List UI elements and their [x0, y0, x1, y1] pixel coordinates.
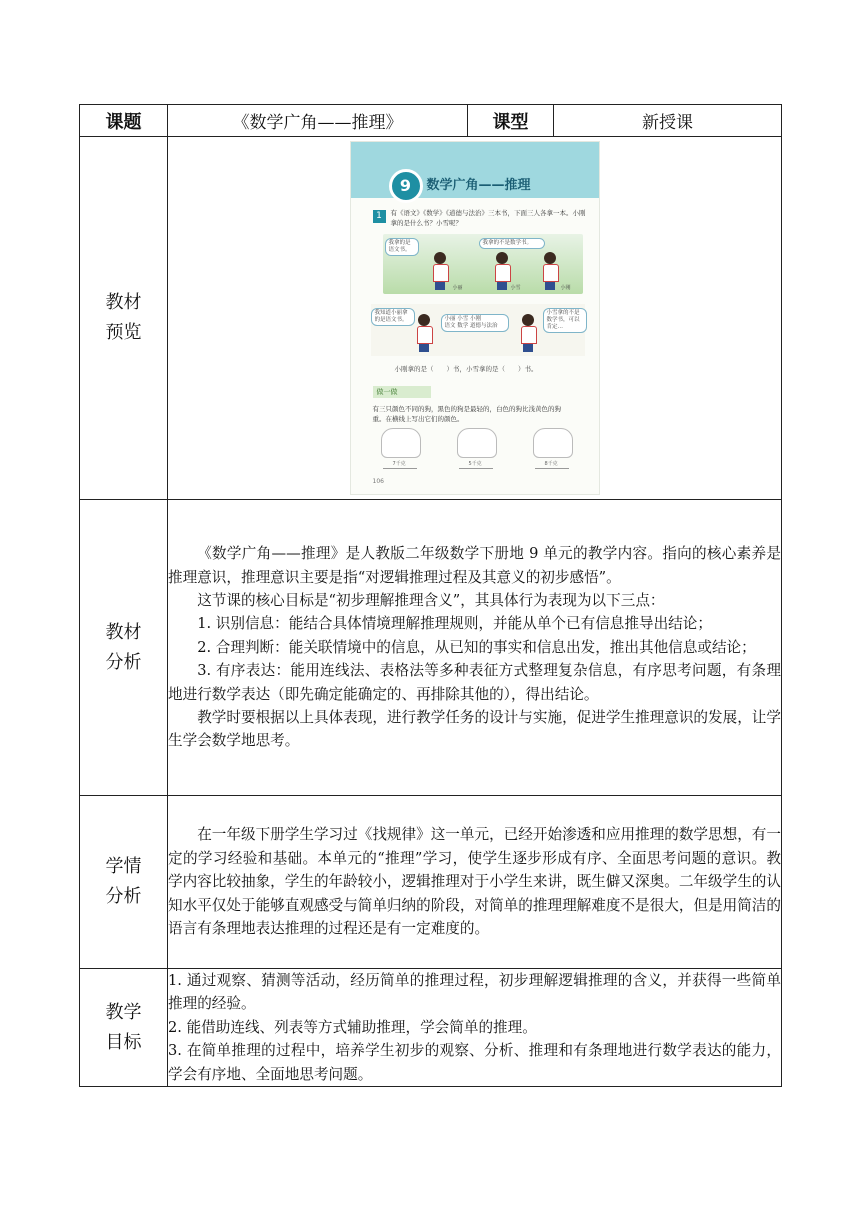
- reasoning-table: 小丽 小雪 小刚 语文 数学 道德与法治: [441, 314, 509, 332]
- answer-line: 小刚拿的是（ ）书，小雪拿的是（ ）书。: [394, 365, 538, 373]
- learner-paragraph: 在一年级下册学生学习过《找规律》这一单元，已经开始渗透和应用推理的数学思想，有一定的学习经验和基础。本单元的“推理”学习，使学生逐步形成有序、全面思考问题的意识。教学内容比较抽象，学生的年龄较小，逻辑推理对于小学生来讲，既生僻又深奥。二年级学生的认知水平仅处于能够直观感受与简单归纳的阶段，对简单的推理理解难度不是很大，但是用简洁的语言有条理地表达推理的过程还是有一定难度的。: [168, 826, 781, 938]
- type-value: 新授课: [554, 105, 782, 137]
- learner-row: [80, 796, 782, 969]
- goals-label: 教学 目标: [80, 969, 168, 1087]
- speech-bubble: 我知道小丽拿的是语文书。: [371, 308, 415, 326]
- preview-row: [80, 137, 782, 500]
- preview-label: 教材 预览: [80, 137, 168, 500]
- analysis-row: [80, 500, 782, 796]
- goals-row: [80, 969, 782, 1087]
- analysis-content: [168, 500, 782, 796]
- answer-blank: [459, 468, 493, 469]
- topic-label: 课题: [80, 105, 168, 137]
- learner-label: 学情 分析: [80, 796, 168, 969]
- goals-content: [168, 969, 782, 1087]
- dog-icon: [381, 428, 421, 458]
- goal-item: 1. 通过观察、猜测等活动，经历简单的推理过程，初步理解逻辑推理的含义，并获得一些简单推理的经验。: [168, 972, 781, 1013]
- question-text: 有《语文》《数学》《道德与法治》三本书，下面三人各拿一本。小刚拿的是什么书？小雪呢？: [390, 209, 586, 227]
- speech-bubble: 我拿的是语文书。: [385, 238, 419, 256]
- speech-bubble: 我拿的不是数学书。: [479, 238, 545, 249]
- learner-content: [168, 796, 782, 969]
- analysis-label: 教材 分析: [80, 500, 168, 796]
- analysis-paragraph: 教学时要根据以上具体表现，进行教学任务的设计与实施，促进学生推理意识的发展，让学生学会数学地思考。: [168, 709, 781, 750]
- answer-blank: [383, 468, 417, 469]
- speech-bubble: 小雪拿的不是数学书，可以肯定…: [543, 308, 587, 333]
- analysis-paragraph: 《数学广角——推理》是人教版二年级数学下册地 9 单元的教学内容。指向的核心素养是推理意识，推理意识主要是指“对逻辑推理过程及其意义的初步感悟”。: [168, 545, 781, 586]
- boy-figure: [521, 314, 535, 350]
- goal-item: 3. 在简单推理的过程中，培养学生初步的观察、分析、推理和有条理地进行数学表达的能力，学会有序地、全面地思考问题。: [168, 1042, 781, 1083]
- dog-weight: 5千克: [468, 461, 482, 467]
- analysis-point: 1. 识别信息：能结合具体情境理解推理规则，并能从单个已有信息推导出结论；: [197, 615, 712, 633]
- topic-value: 《数学广角——推理》: [168, 105, 468, 137]
- lesson-plan-table: [79, 104, 782, 1087]
- analysis-point: 2. 合理判断：能关联情境中的信息，从已知的事实和信息出发，推出其他信息或结论；: [197, 638, 756, 656]
- reasoning-illustration: [371, 304, 585, 356]
- unit-number-badge: 9: [389, 169, 423, 203]
- analysis-point: 3. 有序表达：能用连线法、表格法等多种表征方式整理复杂信息，有序思考问题，有条理地进行数学表达（即先确定能确定的、再排除其他的），得出结论。: [168, 662, 781, 703]
- dog-icon: [457, 428, 497, 458]
- practice-label: 做一做: [373, 386, 431, 398]
- dog-weight: 7千克: [392, 461, 406, 467]
- textbook-preview-cell: [168, 137, 782, 500]
- header-row: [80, 105, 782, 137]
- girl-figure: [417, 314, 431, 350]
- goal-item: 2. 能借助连线、列表等方式辅助推理，学会简单的推理。: [168, 1018, 537, 1036]
- page-number: 106: [372, 478, 384, 485]
- dog-icon: [533, 428, 573, 458]
- answer-blank: [535, 468, 569, 469]
- girl-figure: [495, 252, 509, 288]
- textbook-page-image: [350, 141, 600, 495]
- boy-figure: [543, 252, 557, 288]
- question-number: 1: [373, 210, 386, 223]
- practice-question: 有三只颜色不同的狗，黑色的狗是最轻的，白色的狗比浅黄色的狗重。在横线上写出它们的颜色。: [372, 405, 561, 423]
- kid-name: 小雪: [510, 285, 521, 291]
- dog-weight: 8千克: [544, 461, 558, 467]
- girl-figure: [433, 252, 447, 288]
- unit-title: 数学广角——推理: [426, 178, 531, 193]
- type-label: 课型: [468, 105, 554, 137]
- kid-name: 小刚: [560, 285, 571, 291]
- kid-name: 小丽: [452, 285, 463, 291]
- kids-illustration: [383, 234, 583, 294]
- analysis-paragraph: 这节课的核心目标是“初步理解推理含义”，其具体行为表现为以下三点：: [197, 591, 665, 609]
